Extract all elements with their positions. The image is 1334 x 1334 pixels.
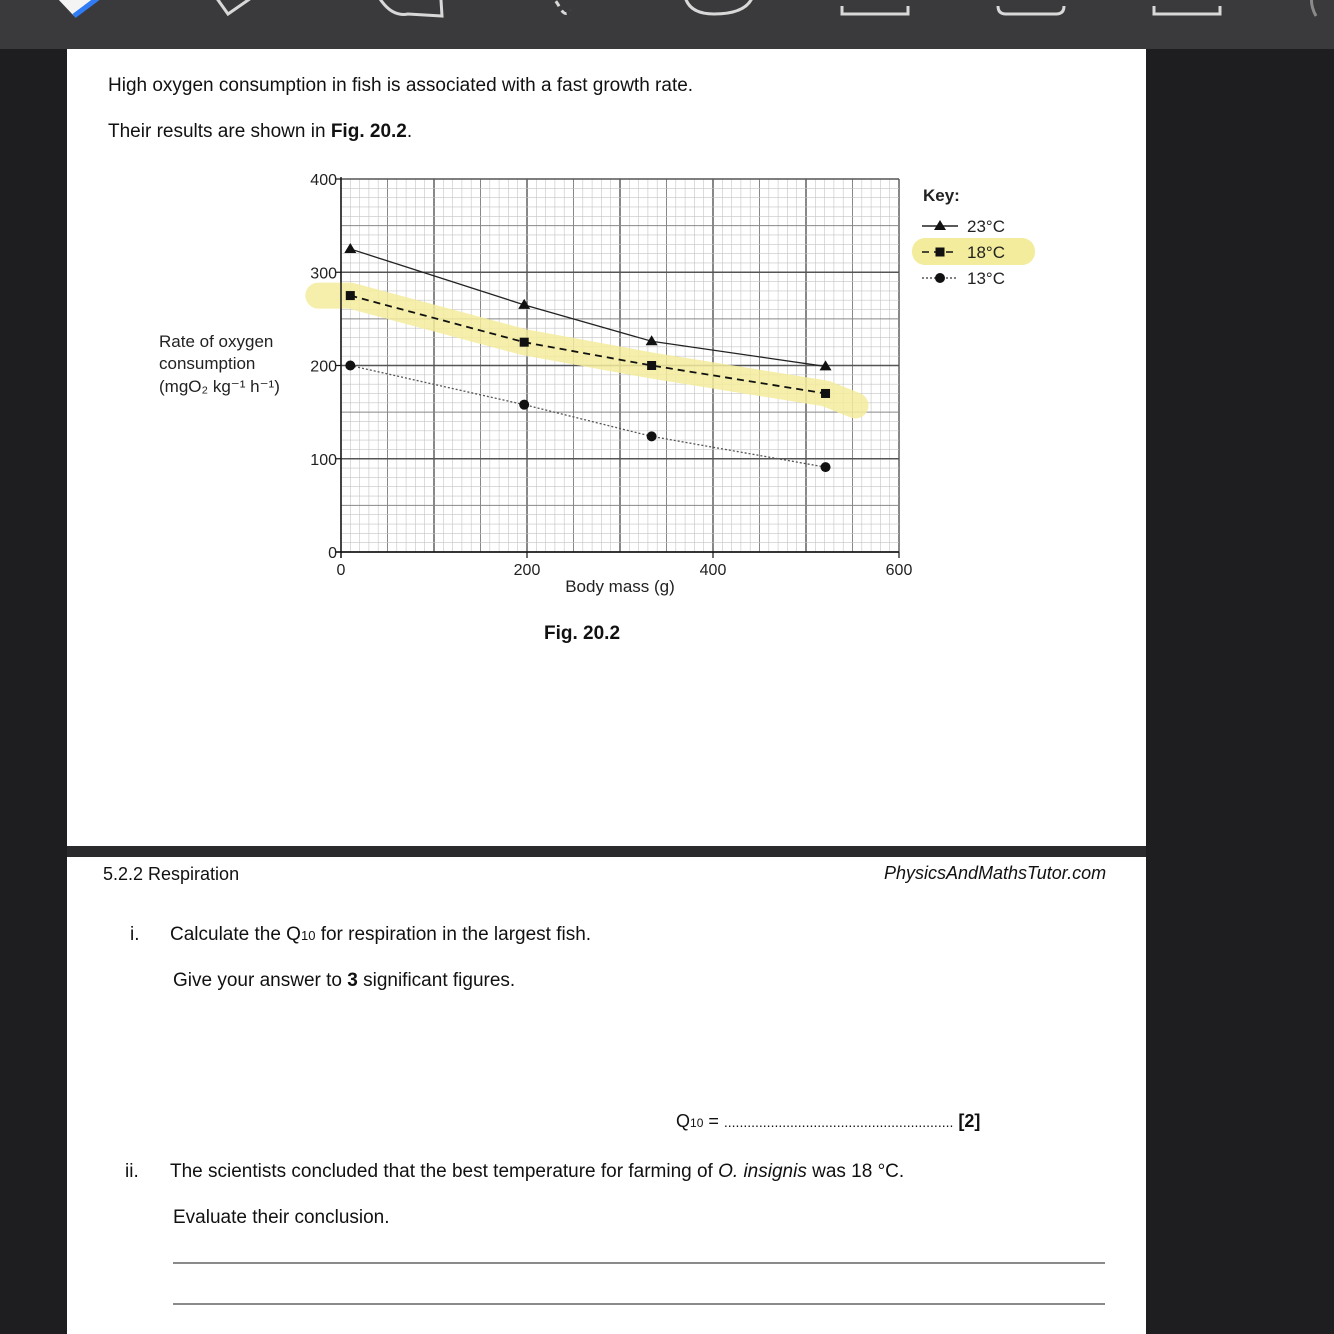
question-i-instruction <box>173 970 515 992</box>
y-tick-label: 300 <box>310 265 337 283</box>
legend-label-18c: 18°C <box>967 243 1005 262</box>
x-tick-label: 400 <box>699 562 727 579</box>
oxygen-consumption-chart <box>67 49 1146 846</box>
legend-marker-13c <box>935 273 945 283</box>
results-suffix: . <box>406 121 413 142</box>
page-divider <box>67 846 1146 857</box>
q10-answer-row[interactable] <box>676 1111 980 1132</box>
answer-line-2[interactable] <box>173 1303 1105 1305</box>
question-ii-prefix: The scientists concluded that the best temperature for farming of <box>170 1161 719 1182</box>
answer-marks: [2] <box>958 1111 981 1131</box>
answer-line-1[interactable] <box>173 1262 1105 1264</box>
highlighter-tool-icon[interactable] <box>210 0 260 23</box>
y-label-line-2: consumption <box>159 354 256 373</box>
question-i-instruction-bold: 3 <box>347 970 358 991</box>
data-point-13c <box>821 462 831 472</box>
question-ii-instruction: Evaluate their conclusion. <box>173 1207 390 1228</box>
document-page-1 <box>67 49 1146 846</box>
eraser-tool-icon[interactable] <box>368 0 448 23</box>
page-header-watermark: PhysicsAndMathsTutor.com <box>884 863 1107 883</box>
question-i-instruction-suffix: significant figures. <box>357 970 516 991</box>
question-i-text <box>170 924 591 946</box>
legend-title: Key: <box>923 186 960 205</box>
question-ii-suffix: was 18 °C. <box>806 1161 905 1182</box>
figure-reference: Fig. 20.2 <box>330 121 407 142</box>
pen-tool-icon[interactable] <box>52 0 122 23</box>
question-i-instruction-prefix: Give your answer to <box>173 970 348 991</box>
question-i-number: i. <box>130 924 140 945</box>
y-axis-label <box>159 332 280 396</box>
text-box-tool-icon[interactable] <box>838 0 914 23</box>
question-ii-number: ii. <box>125 1161 139 1182</box>
legend-label-23c: 23°C <box>967 217 1005 236</box>
legend-label-13c: 13°C <box>967 269 1005 288</box>
answer-label-sub: 10 <box>690 1116 704 1130</box>
question-i-prefix: Calculate the Q <box>170 924 301 945</box>
question-i-suffix: for respiration in the largest fish. <box>315 924 592 945</box>
y-tick-label: 400 <box>310 172 337 189</box>
y-label-line-1: Rate of oxygen <box>159 332 274 351</box>
annotation-toolbar <box>0 0 1334 49</box>
figure-caption: Fig. 20.2 <box>544 623 621 644</box>
question-i-sub: 10 <box>300 928 316 943</box>
more-icon[interactable] <box>1300 0 1330 23</box>
data-point-13c <box>519 400 529 410</box>
image-tool-icon[interactable] <box>1150 0 1226 23</box>
page-header-section: 5.2.2 Respiration <box>103 864 240 884</box>
question-ii-text <box>170 1161 904 1183</box>
legend-marker-23c <box>934 220 946 230</box>
sticky-tool-icon[interactable] <box>994 0 1070 23</box>
y-tick-label: 0 <box>328 545 337 562</box>
document-page-2 <box>67 857 1146 1334</box>
answer-dots[interactable]: ........................................................... <box>723 1114 954 1130</box>
y-tick-label: 100 <box>310 451 337 469</box>
intro-line: High oxygen consumption in fish is associated with a fast growth rate. <box>108 75 694 96</box>
answer-label: Q <box>676 1111 691 1131</box>
x-tick-label: 600 <box>885 562 913 579</box>
species-name: O. insignis <box>718 1161 807 1182</box>
x-tick-label: 0 <box>336 562 346 579</box>
shape-tool-icon[interactable] <box>680 0 760 23</box>
y-tick-label: 200 <box>310 358 337 376</box>
y-label-line-3: (mgO₂ kg⁻¹ h⁻¹) <box>159 377 280 396</box>
legend-marker-18c <box>936 248 945 257</box>
lasso-tool-icon[interactable] <box>530 0 580 23</box>
data-point-13c <box>647 431 657 441</box>
results-prefix: Their results are shown in <box>108 121 331 142</box>
data-point-18c <box>821 389 830 398</box>
answer-eq: = <box>703 1111 724 1131</box>
data-point-18c <box>346 291 355 300</box>
x-axis-label: Body mass (g) <box>565 577 675 596</box>
data-point-18c <box>520 338 529 347</box>
x-tick-label: 200 <box>513 562 541 579</box>
data-point-18c <box>647 361 656 370</box>
data-point-13c <box>345 361 355 371</box>
chart-legend <box>912 186 1035 288</box>
